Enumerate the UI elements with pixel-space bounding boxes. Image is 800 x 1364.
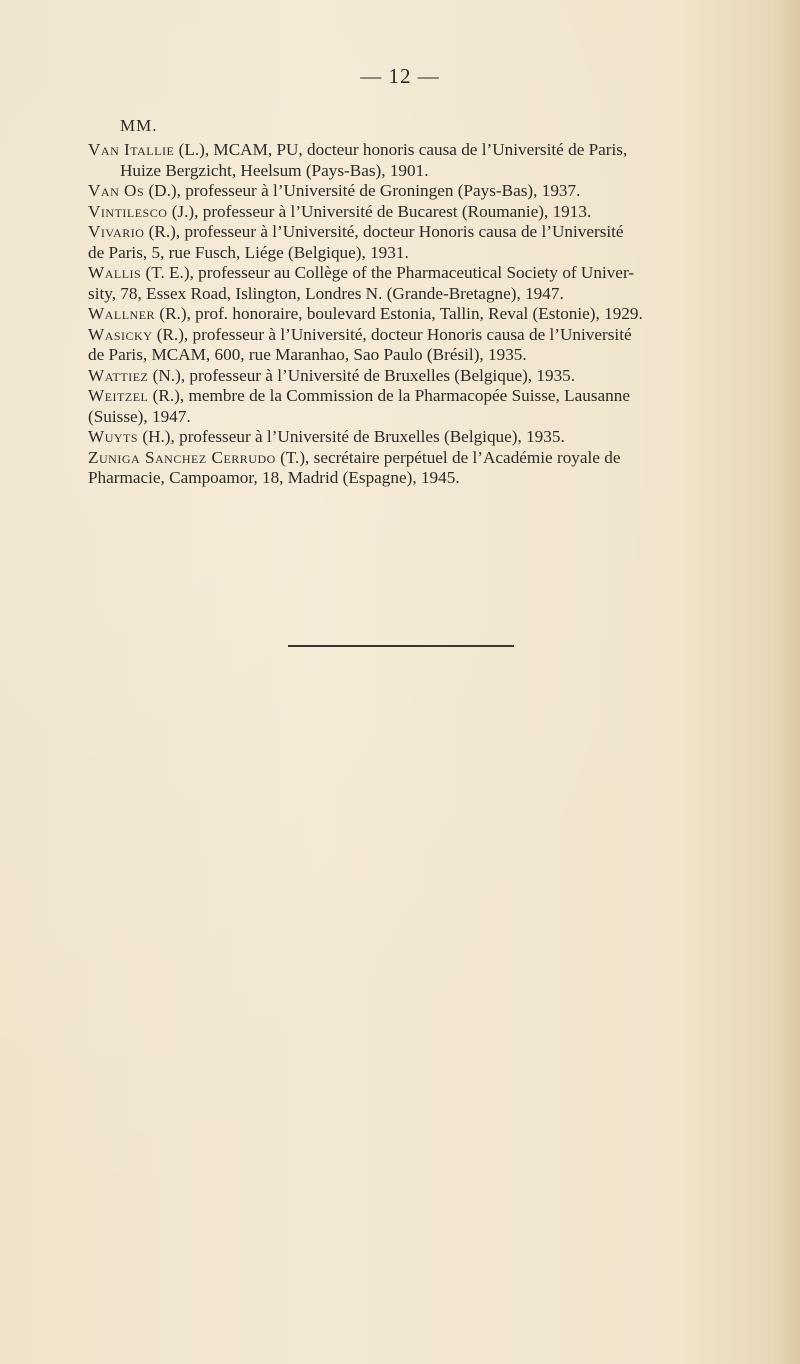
member-name: Vivario: [88, 222, 145, 241]
page-edge-shadow: [772, 0, 800, 1364]
member-detail: (D.), professeur à l’Université de Groningen (Pays-Bas), 1937.: [144, 181, 581, 200]
member-entry: [88, 202, 766, 223]
member-detail: (T.), secrétaire perpétuel de l’Académie royale de: [275, 447, 621, 467]
member-detail-continued: Huize Bergzicht, Heelsum (Pays-Bas), 1901.: [120, 160, 429, 180]
salutation: MM.: [120, 116, 158, 135]
member-detail: (T. E.), professeur au Collège of the Pharmaceutical Society of Univer-: [141, 263, 635, 282]
member-entry: [88, 427, 766, 448]
member-name: Van Itallie: [88, 140, 175, 159]
section-divider: [288, 645, 514, 647]
member-detail: (R.), membre de la Commission de la Pharmacopée Suisse, Lausanne: [148, 386, 630, 405]
member-name: Wasicky: [88, 324, 153, 344]
member-detail: (L.), MCAM, PU, docteur honoris causa de l’Université de Paris,: [174, 140, 628, 159]
member-detail: (N.), professeur à l’Université de Bruxelles (Belgique), 1935.: [148, 365, 576, 385]
member-name: Weitzel: [88, 386, 149, 405]
member-detail-continued: de Paris, MCAM, 600, rue Maranhao, Sao Paulo (Brésil), 1935.: [88, 345, 527, 364]
member-detail: (R.), professeur à l’Université, docteur Honoris causa de l’Université: [144, 222, 624, 241]
member-entry: [88, 140, 766, 181]
member-name: Wallis: [88, 263, 142, 282]
page-number: — 12 —: [360, 64, 440, 88]
member-name: Vintilesco: [88, 201, 168, 221]
member-name: Zuniga Sanchez Cerrudo: [88, 447, 276, 467]
member-list: [88, 140, 766, 489]
member-name: Van Os: [88, 181, 145, 200]
member-entry: [88, 263, 766, 304]
member-entry: [88, 325, 766, 366]
member-entry: [88, 181, 766, 202]
member-entry: [88, 222, 766, 263]
member-name: Wattiez: [88, 365, 149, 385]
member-detail: (J.), professeur à l’Université de Bucarest (Roumanie), 1913.: [167, 201, 592, 221]
member-detail-continued: sity, 78, Essex Road, Islington, Londres N. (Grande-Bretagne), 1947.: [88, 283, 564, 303]
member-detail-continued: (Suisse), 1947.: [88, 406, 191, 426]
member-entry: [88, 366, 766, 387]
member-entry: [88, 448, 766, 489]
member-entry: [88, 304, 766, 325]
member-detail-continued: Pharmacie, Campoamor, 18, Madrid (Espagne), 1945.: [88, 468, 460, 487]
member-name: Wallner: [88, 304, 156, 323]
member-detail-continued: de Paris, 5, rue Fusch, Liége (Belgique), 1931.: [88, 242, 409, 262]
member-detail: (R.), prof. honoraire, boulevard Estonia, Tallin, Reval (Estonie), 1929.: [155, 304, 643, 323]
member-detail: (H.), professeur à l’Université de Bruxelles (Belgique), 1935.: [138, 427, 565, 446]
member-detail: (R.), professeur à l’Université, docteur Honoris causa de l’Université: [152, 324, 632, 344]
member-name: Wuyts: [88, 427, 139, 446]
member-entry: [88, 386, 766, 427]
